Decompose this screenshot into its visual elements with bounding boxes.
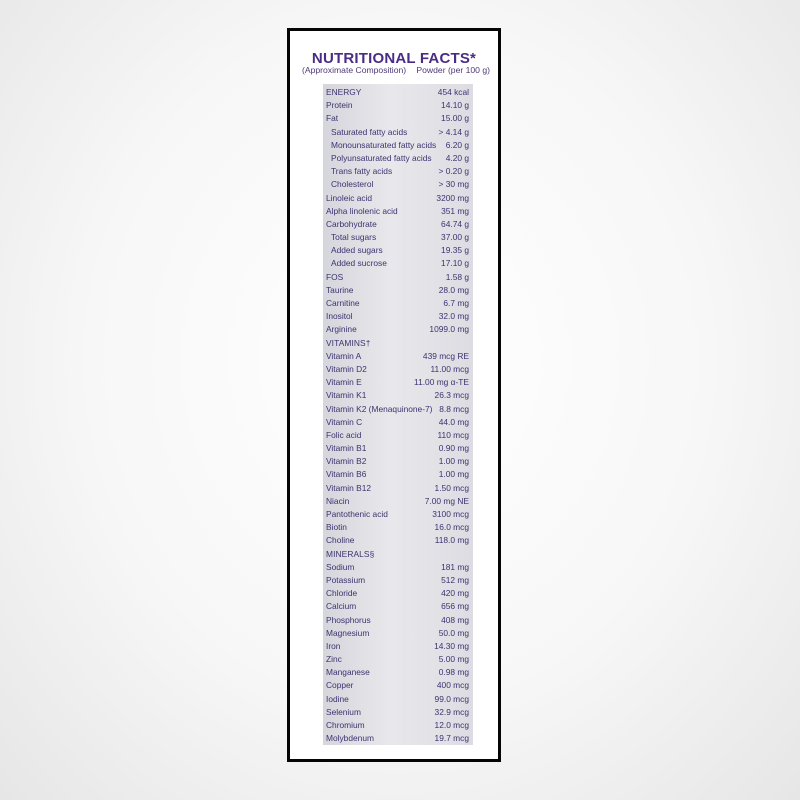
nutrient-row — [323, 178, 473, 191]
nutrient-name: Choline — [326, 535, 355, 546]
nutrient-amount: 512 mg — [441, 574, 469, 585]
nutrient-row — [323, 442, 473, 455]
nutrient-name: Vitamin C — [326, 416, 363, 427]
nutrient-amount: 6.7 mg — [443, 298, 469, 308]
nutrient-row — [323, 482, 473, 495]
nutrient-row — [323, 350, 473, 363]
nutrient-name: Zinc — [326, 654, 342, 665]
nutrient-amount: 50.0 mg — [438, 627, 469, 638]
nutrient-amount: 118.0 mg — [434, 535, 469, 546]
nutrient-name: Iron — [326, 640, 341, 651]
nutrient-amount: 181 mg — [441, 561, 469, 572]
nutrient-amount: 1.00 mg — [438, 469, 469, 480]
nutrient-name: Saturated fatty acids — [331, 126, 408, 137]
nutrient-table — [323, 84, 473, 745]
label-title: NUTRITIONAL FACTS* — [311, 50, 477, 67]
nutrient-amount: > 4.14 g — [438, 126, 469, 137]
nutrient-name: Pantothenic acid — [326, 509, 388, 519]
nutrient-name: ENERGY — [326, 87, 362, 97]
nutrient-amount: 0.90 mg — [438, 443, 469, 454]
nutrient-row — [323, 389, 473, 402]
nutrient-name: Niacin — [326, 495, 350, 506]
nutrient-name: Sodium — [326, 561, 355, 572]
nutrient-name: Monounsaturated fatty acids — [331, 139, 437, 150]
nutrient-name: Calcium — [326, 601, 357, 612]
serving-basis: Powder (per 100 g) — [416, 65, 490, 75]
nutrient-name: Fat — [326, 113, 339, 124]
nutrient-row — [323, 653, 473, 666]
nutrient-name: Selenium — [326, 706, 361, 717]
nutrient-amount: 37.00 g — [441, 232, 469, 243]
nutrient-amount: 19.7 mcg — [434, 733, 469, 744]
nutrient-name: Chromium — [326, 720, 365, 730]
nutrient-amount: 99.0 mcg — [434, 693, 469, 704]
nutrient-row — [323, 706, 473, 719]
nutrient-name: FOS — [326, 271, 344, 282]
nutrient-row — [323, 679, 473, 692]
composition-note: (Approximate Composition) — [302, 65, 407, 75]
nutrient-name: Phosphorus — [326, 614, 371, 625]
nutrient-name: Molybdenum — [326, 733, 374, 744]
nutrient-row — [323, 323, 473, 336]
nutrient-name: Iodine — [326, 693, 349, 704]
nutrient-name: Chloride — [326, 588, 358, 599]
nutrient-row — [323, 600, 473, 613]
nutrient-row — [323, 284, 473, 297]
nutrient-row — [323, 152, 473, 165]
nutrient-row — [323, 666, 473, 679]
label-subtitle — [290, 65, 498, 77]
nutrient-row — [323, 112, 473, 125]
section-heading — [323, 337, 473, 350]
nutrient-amount: 11.00 mg α-TE — [414, 377, 469, 388]
nutrient-row — [323, 376, 473, 389]
nutrient-amount: 8.8 mcg — [439, 403, 469, 414]
nutrient-row — [323, 640, 473, 653]
nutrient-row — [323, 403, 473, 416]
nutrient-amount: 17.10 g — [441, 258, 469, 269]
nutrient-row — [323, 192, 473, 205]
nutrient-amount: 1099.0 mg — [429, 324, 469, 335]
nutrient-amount: 408 mg — [441, 614, 469, 625]
nutrient-row — [323, 614, 473, 627]
nutrient-row — [323, 205, 473, 218]
nutrient-amount: > 30 mg — [438, 179, 469, 190]
nutrient-row — [323, 732, 473, 745]
nutrient-name: Vitamin D2 — [326, 363, 367, 374]
nutrient-amount: 44.0 mg — [438, 416, 469, 427]
nutrient-amount: 64.74 g — [441, 218, 469, 229]
nutrient-amount: 1.58 g — [445, 271, 469, 282]
nutrient-name: MINERALS§ — [326, 548, 375, 559]
nutrient-amount: 32.0 mg — [438, 311, 469, 322]
nutrient-name: Trans fatty acids — [331, 166, 393, 177]
nutrient-name: Vitamin K1 — [326, 390, 367, 401]
nutrient-name: Folic acid — [326, 429, 362, 440]
nutrient-amount: 12.0 mcg — [434, 720, 469, 730]
nutrient-row — [323, 534, 473, 547]
nutrient-amount: 656 mg — [441, 601, 469, 612]
nutrient-row — [323, 244, 473, 257]
nutrient-name: Added sucrose — [331, 258, 387, 269]
nutrient-row — [323, 693, 473, 706]
nutrient-name: Copper — [326, 680, 354, 691]
nutrient-row — [323, 257, 473, 270]
nutrient-amount: 19.35 g — [441, 245, 469, 256]
nutrient-row — [323, 310, 473, 323]
nutrient-name: Polyunsaturated fatty acids — [331, 152, 432, 163]
nutrient-row — [323, 455, 473, 468]
nutrient-amount: 11.00 mcg — [430, 363, 469, 374]
nutrient-row — [323, 521, 473, 534]
nutrient-amount: 5.00 mg — [438, 654, 469, 665]
nutrient-row — [323, 231, 473, 244]
nutrient-row — [323, 416, 473, 429]
nutrient-row — [323, 363, 473, 376]
nutrient-row — [323, 86, 473, 99]
nutrient-name: Vitamin B12 — [326, 482, 372, 493]
nutrient-name: Biotin — [326, 522, 347, 533]
nutrient-name: Alpha linolenic acid — [326, 205, 398, 216]
nutrient-amount: 7.00 mg NE — [424, 495, 469, 506]
nutrient-name: Potassium — [326, 574, 366, 585]
nutrient-amount: > 0.20 g — [438, 166, 469, 177]
nutrient-row — [323, 139, 473, 152]
nutrient-amount: 420 mg — [441, 588, 469, 599]
nutrient-row — [323, 574, 473, 587]
nutrient-row — [323, 719, 473, 732]
nutrient-name: Vitamin E — [326, 377, 362, 388]
nutrient-amount: 28.0 mg — [438, 284, 469, 295]
nutrient-amount: 3200 mg — [436, 192, 469, 203]
nutrient-row — [323, 561, 473, 574]
nutrient-amount: 454 kcal — [437, 87, 469, 97]
nutrient-amount: 400 mcg — [436, 680, 469, 691]
nutrient-name: Cholesterol — [331, 179, 374, 190]
section-heading — [323, 548, 473, 561]
nutrient-amount: 15.00 g — [441, 113, 469, 124]
nutrient-name: Protein — [326, 100, 353, 111]
nutrient-rows — [323, 86, 473, 745]
nutrient-name: Carnitine — [326, 298, 360, 308]
nutrient-name: Inositol — [326, 311, 353, 322]
nutrient-name: Vitamin B6 — [326, 469, 367, 480]
nutrient-amount: 110 mcg — [437, 429, 469, 440]
nutrient-name: Linoleic acid — [326, 192, 373, 203]
nutrient-amount: 1.50 mcg — [434, 482, 469, 493]
nutrient-row — [323, 508, 473, 521]
nutrient-row — [323, 271, 473, 284]
nutrient-name: Magnesium — [326, 627, 370, 638]
nutrient-amount: 4.20 g — [445, 152, 469, 163]
nutrient-amount: 26.3 mcg — [434, 390, 469, 401]
nutrient-name: Vitamin B2 — [326, 456, 367, 467]
nutrient-amount: 32.9 mcg — [434, 706, 469, 717]
nutrient-row — [323, 495, 473, 508]
nutrient-name: VITAMINS† — [326, 337, 371, 348]
nutrient-amount: 351 mg — [441, 205, 469, 216]
nutrient-name: Manganese — [326, 667, 370, 678]
nutrient-amount: 16.0 mcg — [434, 522, 469, 533]
nutrient-row — [323, 587, 473, 600]
nutrient-row — [323, 218, 473, 231]
nutrient-row — [323, 165, 473, 178]
nutrient-amount: 0.98 mg — [438, 667, 469, 678]
nutrient-amount: 1.00 mg — [438, 456, 469, 467]
nutrient-row — [323, 627, 473, 640]
nutrient-row — [323, 126, 473, 139]
nutrient-name: Total sugars — [331, 232, 377, 243]
nutrition-label — [287, 28, 501, 762]
nutrient-name: Taurine — [326, 284, 354, 295]
nutrient-row — [323, 297, 473, 310]
nutrient-name: Vitamin A — [326, 350, 362, 361]
nutrient-amount: 6.20 g — [445, 139, 469, 150]
nutrient-name: Vitamin K2 (Menaquinone-7) — [326, 403, 433, 414]
nutrient-row — [323, 99, 473, 112]
nutrient-amount: 3100 mcg — [432, 509, 469, 519]
nutrient-row — [323, 429, 473, 442]
nutrient-row — [323, 468, 473, 481]
nutrient-name: Vitamin B1 — [326, 443, 367, 454]
nutrient-amount: 14.10 g — [441, 100, 469, 111]
nutrient-name: Arginine — [326, 324, 357, 335]
nutrient-amount: 439 mcg RE — [422, 350, 469, 361]
nutrient-amount: 14.30 mg — [434, 640, 469, 651]
nutrient-name: Added sugars — [331, 245, 383, 256]
nutrient-name: Carbohydrate — [326, 218, 377, 229]
